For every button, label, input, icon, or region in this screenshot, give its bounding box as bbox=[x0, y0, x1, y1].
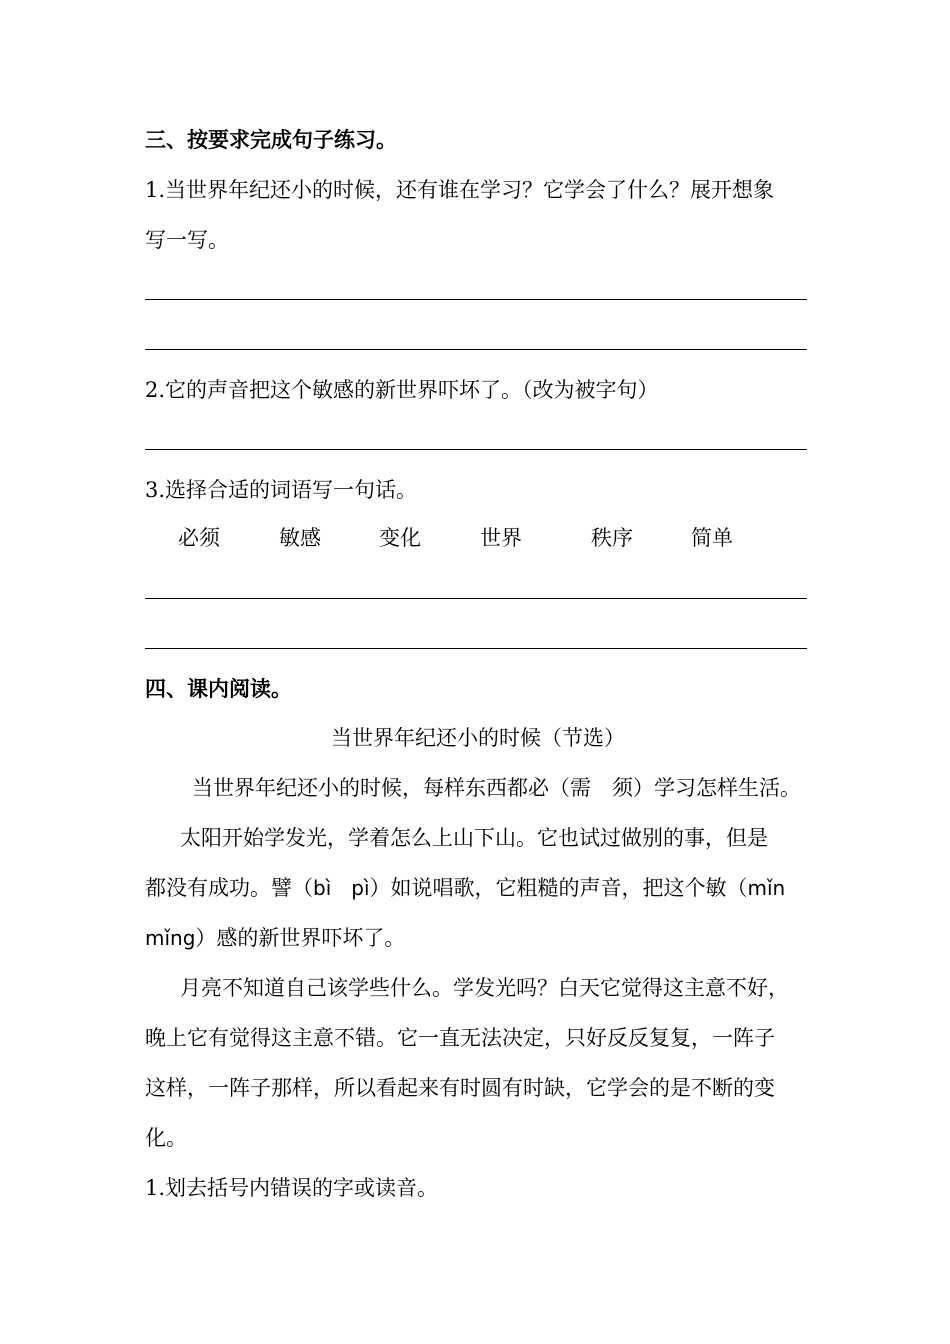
pinyin-option: mǐn bbox=[747, 876, 786, 900]
question-3: 3.选择合适的词语写一句话。 bbox=[145, 478, 418, 502]
passage-paragraph-3-line-2: 晚上它有觉得这主意不错。它一直无法决定，只好反反复复，一阵子 bbox=[145, 1026, 775, 1050]
answer-line-1[interactable] bbox=[145, 299, 807, 300]
word-bank-item: 变化 bbox=[379, 526, 421, 550]
passage-text: ）感的新世界吓坏了。 bbox=[195, 926, 406, 950]
passage-paragraph-1: 当世界年纪还小的时候，每样东西都必（需 须）学习怎样生活。 bbox=[192, 776, 801, 800]
answer-line-5[interactable] bbox=[145, 648, 807, 649]
answer-line-3[interactable] bbox=[145, 449, 807, 450]
word-bank-item: 必须 bbox=[178, 526, 220, 550]
word-bank-item: 世界 bbox=[480, 526, 522, 550]
passage-paragraph-3-line-1: 月亮不知道自己该学些什么。学发光吗？白天它觉得这主意不好， bbox=[180, 976, 789, 1000]
passage-paragraph-3-line-3: 这样，一阵子那样，所以看起来有时圆有时缺，它学会的是不断的变 bbox=[145, 1076, 775, 1100]
passage-paragraph-3-line-4: 化。 bbox=[145, 1126, 187, 1150]
answer-line-4[interactable] bbox=[145, 598, 807, 599]
question-2: 2.它的声音把这个敏感的新世界吓坏了。（改为被字句） bbox=[145, 378, 659, 402]
passage-title: 当世界年纪还小的时候（节选） bbox=[331, 726, 625, 750]
question-1-line-1: 1.当世界年纪还小的时候，还有谁在学习？它学会了什么？展开想象 bbox=[145, 178, 775, 202]
passage-paragraph-2-line-3 bbox=[145, 924, 405, 952]
question-1-line-2: 写一写。 bbox=[145, 228, 229, 252]
passage-paragraph-2-line-1: 太阳开始学发光，学着怎么上山下山。它也试过做别的事，但是 bbox=[180, 826, 768, 850]
answer-line-2[interactable] bbox=[145, 349, 807, 350]
passage-paragraph-2-line-2 bbox=[145, 874, 785, 902]
pinyin-option: mǐng bbox=[145, 926, 196, 950]
passage-text: ）如说唱歌，它粗糙的声音，把这个敏（ bbox=[369, 876, 748, 900]
section4-heading: 四、课内阅读。 bbox=[145, 677, 292, 701]
section3-heading: 三、按要求完成句子练习。 bbox=[145, 128, 397, 152]
passage-text: 都没有成功。譬（ bbox=[145, 876, 313, 900]
word-bank-item: 敏感 bbox=[279, 526, 321, 550]
word-bank-item: 秩序 bbox=[591, 526, 633, 550]
reading-question-1: 1.划去括号内错误的字或读音。 bbox=[145, 1176, 439, 1200]
word-bank-item: 简单 bbox=[691, 526, 733, 550]
pinyin-options: bì pì bbox=[313, 876, 370, 900]
